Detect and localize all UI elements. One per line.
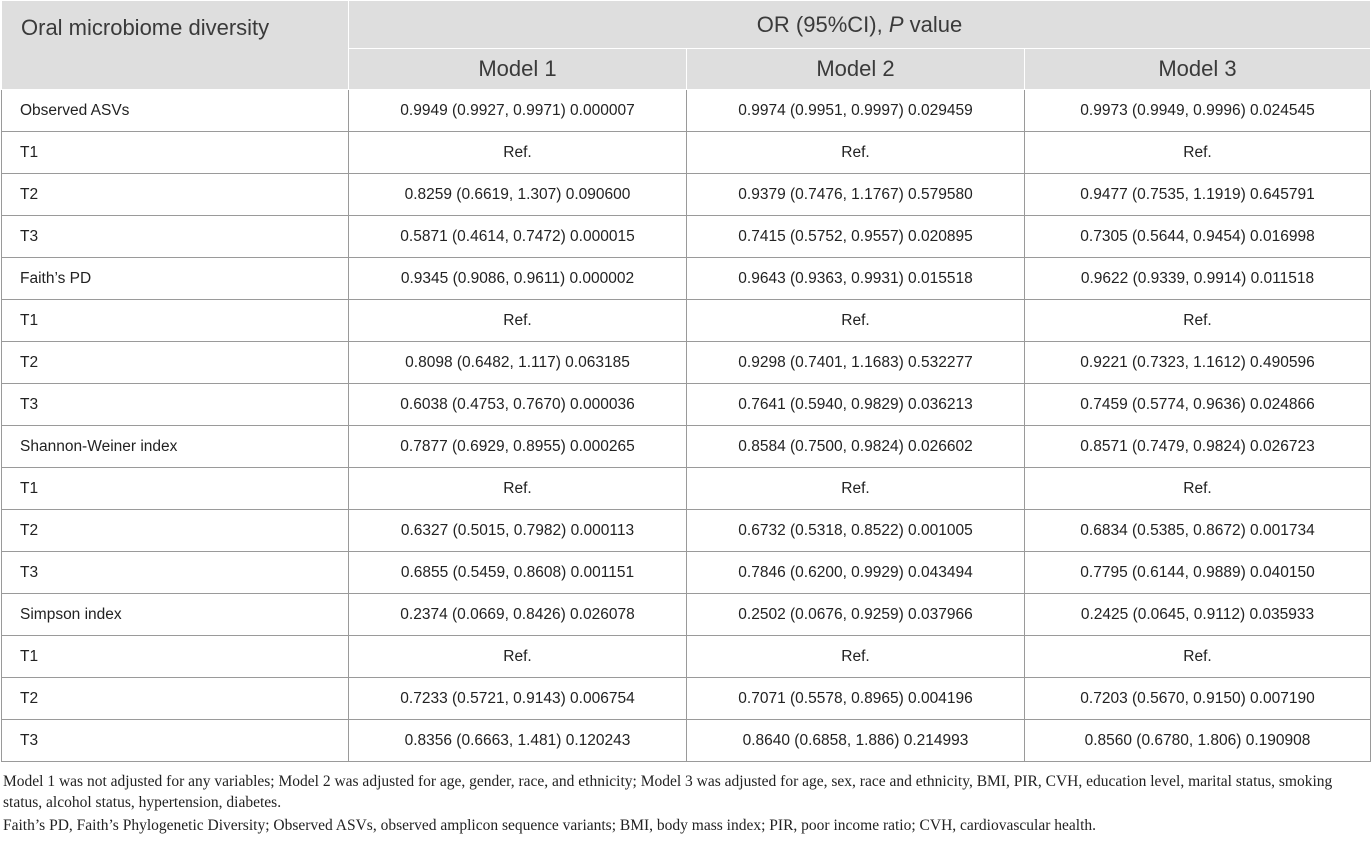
model-3-value: 0.9973 (0.9949, 0.9996) 0.024545	[1025, 90, 1371, 132]
model-3-value: 0.8571 (0.7479, 0.9824) 0.026723	[1025, 426, 1371, 468]
row-label: T3	[2, 720, 349, 762]
table-row	[2, 720, 1371, 762]
row-label: T3	[2, 552, 349, 594]
model-2-value: 0.2502 (0.0676, 0.9259) 0.037966	[687, 594, 1025, 636]
model-1-value: 0.8098 (0.6482, 1.117) 0.063185	[349, 342, 687, 384]
model-1-value: 0.8259 (0.6619, 1.307) 0.090600	[349, 174, 687, 216]
model-1-value: 0.7233 (0.5721, 0.9143) 0.006754	[349, 678, 687, 720]
model-1-value: Ref.	[349, 468, 687, 510]
row-label: T2	[2, 174, 349, 216]
model-3-value: 0.2425 (0.0645, 0.9112) 0.035933	[1025, 594, 1371, 636]
model-2-value: 0.8584 (0.7500, 0.9824) 0.026602	[687, 426, 1025, 468]
table-row	[2, 594, 1371, 636]
group-header-suffix: value	[903, 11, 963, 37]
model-2-value: 0.9643 (0.9363, 0.9931) 0.015518	[687, 258, 1025, 300]
table-row	[2, 258, 1371, 300]
model-3-value: 0.7305 (0.5644, 0.9454) 0.016998	[1025, 216, 1371, 258]
table-row	[2, 552, 1371, 594]
model-3-value: Ref.	[1025, 132, 1371, 174]
table-row	[2, 174, 1371, 216]
table-footnotes	[0, 771, 1369, 836]
table-row	[2, 468, 1371, 510]
model-2-value: 0.9298 (0.7401, 1.1683) 0.532277	[687, 342, 1025, 384]
model-3-value: 0.9477 (0.7535, 1.1919) 0.645791	[1025, 174, 1371, 216]
odds-ratio-table	[1, 0, 1371, 762]
row-label: T2	[2, 342, 349, 384]
row-label-header: Oral microbiome diversity	[2, 1, 349, 90]
model-3-value: 0.9622 (0.9339, 0.9914) 0.011518	[1025, 258, 1371, 300]
table-row	[2, 426, 1371, 468]
model-2-value: Ref.	[687, 300, 1025, 342]
row-label: Simpson index	[2, 594, 349, 636]
row-label: T1	[2, 636, 349, 678]
group-header-italic: P	[888, 11, 904, 37]
model-3-value: 0.7203 (0.5670, 0.9150) 0.007190	[1025, 678, 1371, 720]
model-2-value: 0.7415 (0.5752, 0.9557) 0.020895	[687, 216, 1025, 258]
model-1-value: 0.5871 (0.4614, 0.7472) 0.000015	[349, 216, 687, 258]
model-2-value: Ref.	[687, 132, 1025, 174]
model-3-value: Ref.	[1025, 468, 1371, 510]
model-1-value: 0.2374 (0.0669, 0.8426) 0.026078	[349, 594, 687, 636]
table-body	[2, 90, 1371, 762]
model-1-value: 0.9949 (0.9927, 0.9971) 0.000007	[349, 90, 687, 132]
model-1-value: 0.9345 (0.9086, 0.9611) 0.000002	[349, 258, 687, 300]
row-label: T3	[2, 384, 349, 426]
footnote-abbreviations: Faith’s PD, Faith’s Phylogenetic Diversity; Observed ASVs, observed amplicon sequence variants; BMI, body mass index; PIR, poor income ratio; CVH, cardiovascular health.	[3, 817, 1096, 834]
row-label: T2	[2, 678, 349, 720]
row-label: Faith’s PD	[2, 258, 349, 300]
model-2-value: 0.7071 (0.5578, 0.8965) 0.004196	[687, 678, 1025, 720]
row-label: Shannon-Weiner index	[2, 426, 349, 468]
group-header	[349, 1, 1371, 49]
table-row	[2, 90, 1371, 132]
model-1-value: Ref.	[349, 636, 687, 678]
model-1-value: Ref.	[349, 300, 687, 342]
table-row	[2, 510, 1371, 552]
footnote-models: Model 1 was not adjusted for any variables; Model 2 was adjusted for age, gender, race, and ethnicity; Model 3 was adjusted for age, sex, race and ethnicity, BMI, PIR, CVH, education level, marital status, smoking status, alcohol status, hypertension, diabetes.	[3, 773, 1333, 811]
model-1-value: Ref.	[349, 132, 687, 174]
model-3-value: Ref.	[1025, 636, 1371, 678]
row-label: T1	[2, 300, 349, 342]
model-2-value: 0.6732 (0.5318, 0.8522) 0.001005	[687, 510, 1025, 552]
model-2-value: 0.9974 (0.9951, 0.9997) 0.029459	[687, 90, 1025, 132]
model-2-value: 0.7846 (0.6200, 0.9929) 0.043494	[687, 552, 1025, 594]
table-row	[2, 384, 1371, 426]
row-label: T1	[2, 132, 349, 174]
model-1-value: 0.6855 (0.5459, 0.8608) 0.001151	[349, 552, 687, 594]
model-3-value: 0.7795 (0.6144, 0.9889) 0.040150	[1025, 552, 1371, 594]
model-2-value: Ref.	[687, 636, 1025, 678]
table-row	[2, 342, 1371, 384]
model-2-value: Ref.	[687, 468, 1025, 510]
model-1-value: 0.6327 (0.5015, 0.7982) 0.000113	[349, 510, 687, 552]
model-1-value: 0.8356 (0.6663, 1.481) 0.120243	[349, 720, 687, 762]
model-3-value: Ref.	[1025, 300, 1371, 342]
row-label: T2	[2, 510, 349, 552]
model-3-value: 0.8560 (0.6780, 1.806) 0.190908	[1025, 720, 1371, 762]
model-1-value: 0.6038 (0.4753, 0.7670) 0.000036	[349, 384, 687, 426]
model-3-value: 0.6834 (0.5385, 0.8672) 0.001734	[1025, 510, 1371, 552]
table-row	[2, 300, 1371, 342]
row-label: T3	[2, 216, 349, 258]
model-3-header: Model 3	[1025, 49, 1371, 90]
model-2-value: 0.9379 (0.7476, 1.1767) 0.579580	[687, 174, 1025, 216]
model-2-value: 0.7641 (0.5940, 0.9829) 0.036213	[687, 384, 1025, 426]
model-2-header: Model 2	[687, 49, 1025, 90]
table-row	[2, 216, 1371, 258]
table-row	[2, 132, 1371, 174]
row-label: Observed ASVs	[2, 90, 349, 132]
model-3-value: 0.7459 (0.5774, 0.9636) 0.024866	[1025, 384, 1371, 426]
model-2-value: 0.8640 (0.6858, 1.886) 0.214993	[687, 720, 1025, 762]
table-row	[2, 678, 1371, 720]
row-label: T1	[2, 468, 349, 510]
table-header	[2, 1, 1371, 90]
model-1-value: 0.7877 (0.6929, 0.8955) 0.000265	[349, 426, 687, 468]
group-header-prefix: OR (95%CI),	[756, 11, 889, 37]
model-1-header: Model 1	[349, 49, 687, 90]
model-3-value: 0.9221 (0.7323, 1.1612) 0.490596	[1025, 342, 1371, 384]
table-row	[2, 636, 1371, 678]
header-row-top	[2, 1, 1371, 49]
